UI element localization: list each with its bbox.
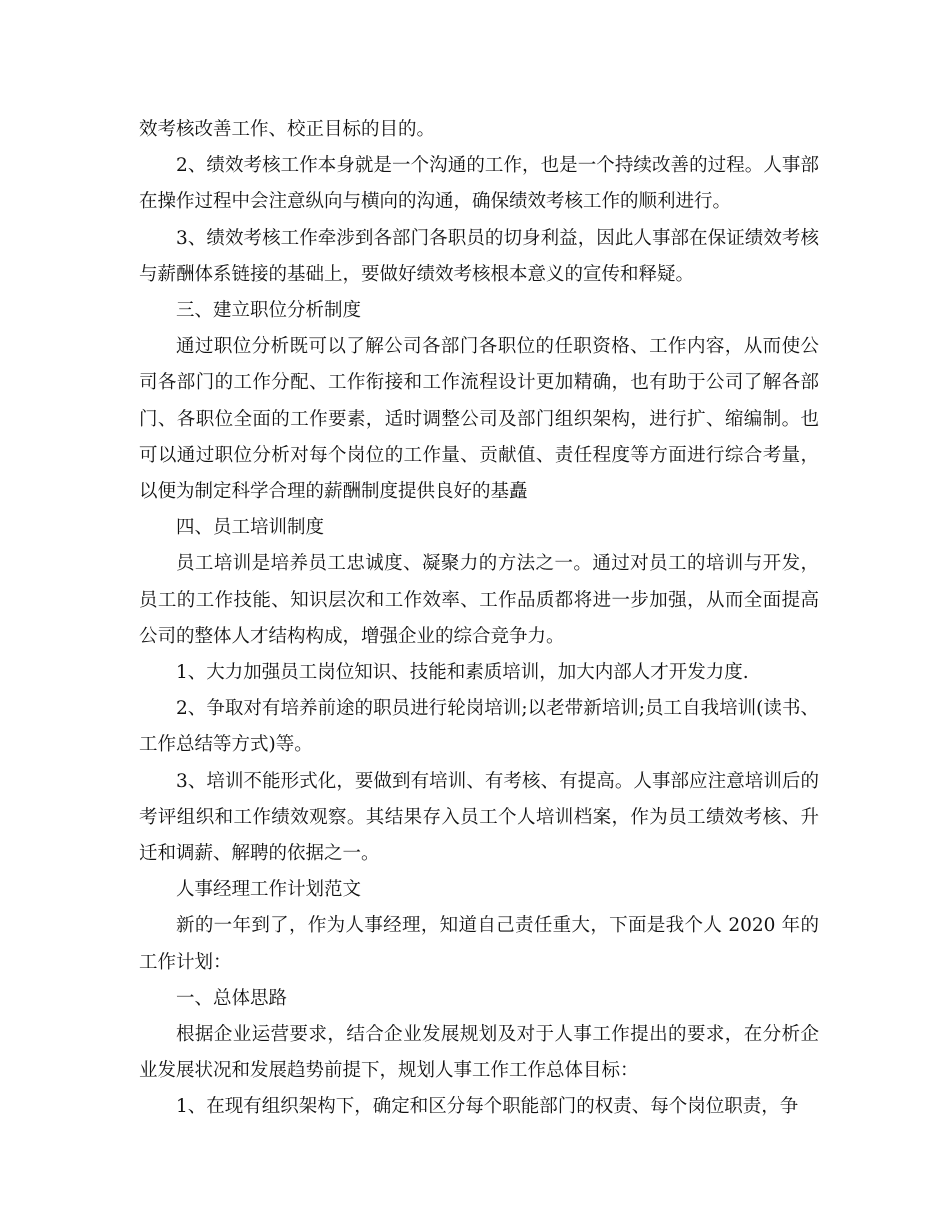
- section-heading-4: 四、员工培训制度: [176, 517, 325, 539]
- paragraph-item-3: 3、绩效考核工作牵涉到各部门各职员的切身利益，因此人事部在保证绩效考核与薪酬体系链接的基础上，要做好绩效考核根本意义的宣传和释疑。: [139, 227, 819, 285]
- paragraph-overall-idea: 根据企业运营要求，结合企业发展规划及对于人事工作提出的要求，在分析企业发展状况和发展趋势前提下，规划人事工作工作总体目标：: [139, 1024, 819, 1082]
- paragraph-item-2: 2、绩效考核工作本身就是一个沟通的工作，也是一个持续改善的过程。人事部在操作过程中会注意纵向与横向的沟通，确保绩效考核工作的顺利进行。: [139, 155, 819, 213]
- document-body: [139, 112, 819, 1126]
- paragraph-training-item-2: 2、争取对有培养前途的职员进行轮岗培训;以老带新培训;员工自我培训(读书、工作总结等方式)等。: [139, 698, 819, 756]
- paragraph-plan-intro: 新的一年到了，作为人事经理，知道自己责任重大，下面是我个人 2020 年的工作计划：: [139, 915, 819, 973]
- section-heading-3: 三、建立职位分析制度: [176, 300, 362, 322]
- paragraph-continuation: 效考核改善工作、校正目标的目的。: [139, 119, 436, 140]
- paragraph-training-item-3: 3、培训不能形式化，要做到有培训、有考核、有提高。人事部应注意培训后的考评组织和工作绩效观察。其结果存入员工个人培训档案，作为员工绩效考核、升迁和调薪、解聘的依据之一。: [139, 770, 819, 865]
- section-heading-1: 一、总体思路: [176, 987, 288, 1009]
- paragraph-job-analysis: 通过职位分析既可以了解公司各部门各职位的任职资格、工作内容，从而使公司各部门的工作分配、工作衔接和工作流程设计更加精确，也有助于公司了解各部门、各职位全面的工作要素，适时调整公司及部门组织架构，进行扩、缩编制。也可以通过职位分析对每个岗位的工作量、贡献值、责任程度等方面进行综合考量，以便为制定科学合理的薪酬制度提供良好的基矗: [139, 336, 819, 503]
- document-subtitle: 人事经理工作计划范文: [176, 879, 362, 901]
- paragraph-training-intro: 员工培训是培养员工忠诚度、凝聚力的方法之一。通过对员工的培训与开发，员工的工作技能、知识层次和工作效率、工作品质都将进一步加强，从而全面提高公司的整体人才结构构成，增强企业的综合竞争力。: [139, 553, 819, 647]
- paragraph-training-item-1: 1、大力加强员工岗位知识、技能和素质培训，加大内部人才开发力度.: [176, 662, 749, 684]
- paragraph-goal-item-1: 1、在现有组织架构下，确定和区分每个职能部门的权责、每个岗位职责，争: [176, 1096, 799, 1118]
